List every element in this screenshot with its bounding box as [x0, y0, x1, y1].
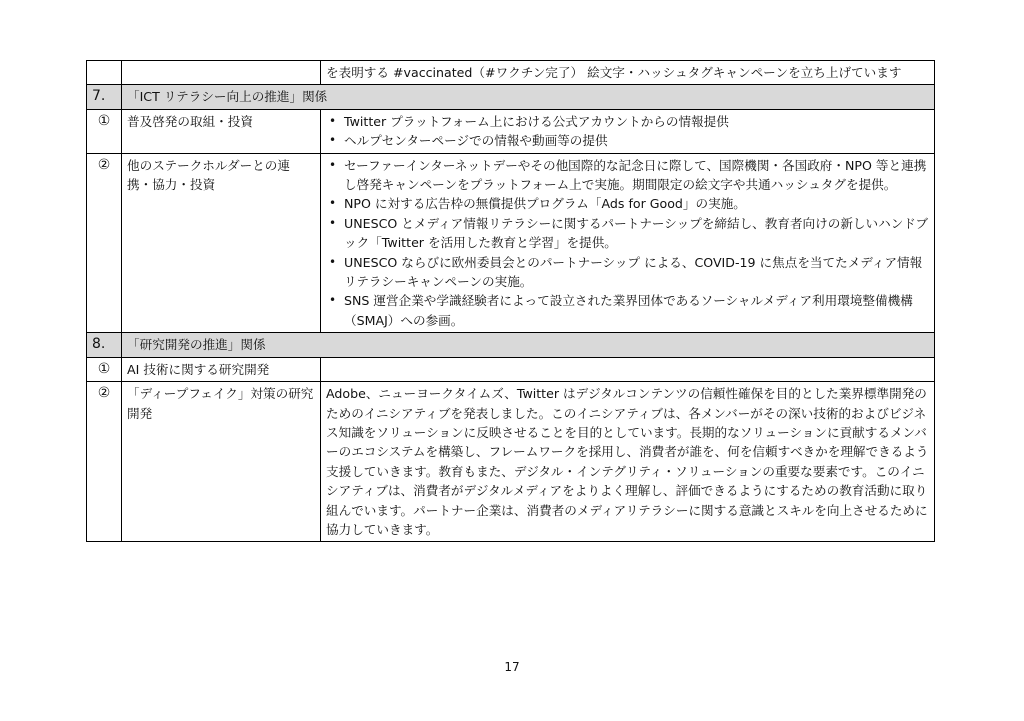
- list-item: • ヘルプセンターページでの情報や動画等の提供: [344, 131, 929, 150]
- continuation-text: を表明する #vaccinated（#ワクチン完了） 絵文字・ハッシュタグキャンペーンを立ち上げています: [321, 61, 935, 85]
- list-item: • SNS 運営企業や学識経験者によって設立された業界団体であるソーシャルメディア利用環境整備機構（SMAJ）への参画。: [344, 291, 929, 330]
- item-label: 他のステークホルダーとの連携・協力・投資: [122, 153, 321, 333]
- list-item: • UNESCO ならびに欧州委員会とのパートナーシップ による、COVID-19 に焦点を当てたメディア情報リテラシーキャンペーンの実施。: [344, 253, 929, 292]
- item-content: Adobe、ニューヨークタイムズ、Twitter はデジタルコンテンツの信頼性確保を目的とした業界標準開発のためのイニシアティブを発表しました。このイニシアティブは、各メンバーがその深い技術的およびビジネス知識をソリューションに反映させることを目的としています。長期的なソリューションに貢献するメンバーのエコシステムを構築し、フレームワークを採用し、消費者が誰を、何を信頼すべきかを理解できるよう支援していきます。教育もまた、デジタル・インテグリティ・ソリューションの重要な要素です。このイニシアティブは、消費者がデジタルメディアをよりよく理解し、評価できるようにするための教育活動に取り組んでいます。パートナー企業は、消費者のメディアリテラシーに関する意識とスキルを向上させるために協力していきます。: [321, 382, 935, 542]
- table-row: [87, 61, 935, 85]
- empty-cell: [87, 61, 122, 85]
- section-header-7: [87, 85, 935, 109]
- page-number: 17: [504, 660, 520, 674]
- bullet-list: [326, 156, 929, 331]
- item-content: [321, 109, 935, 153]
- item-label: 「ディープフェイク」対策の研究開発: [122, 382, 321, 542]
- section-title: 「研究開発の推進」関係: [122, 333, 935, 357]
- item-number: ②: [87, 382, 122, 542]
- item-number: ②: [87, 153, 122, 333]
- empty-cell: [122, 61, 321, 85]
- list-item: • セーファーインターネットデーやその他国際的な記念日に際して、国際機関・各国政府・NPO 等と連携し啓発キャンペーンをプラットフォーム上で実施。期間限定の絵文字や共通ハッシュタグを提供。: [344, 156, 929, 195]
- measures-table: [86, 60, 935, 542]
- section-number: 8.: [87, 333, 122, 357]
- section-header-8: [87, 333, 935, 357]
- table-row: [87, 109, 935, 153]
- table-row: [87, 382, 935, 542]
- section-title: 「ICT リテラシー向上の推進」関係: [122, 85, 935, 109]
- list-item: • UNESCO とメディア情報リテラシーに関するパートナーシップを締結し、教育者向けの新しいハンドブック「Twitter を活用した教育と学習」を提供。: [344, 214, 929, 253]
- item-content: [321, 153, 935, 333]
- list-item: • Twitter プラットフォーム上における公式アカウントからの情報提供: [344, 112, 929, 131]
- list-item: • NPO に対する広告枠の無償提供プログラム「Ads for Good」の実施。: [344, 194, 929, 213]
- item-label: 普及啓発の取組・投資: [122, 109, 321, 153]
- section-number: 7.: [87, 85, 122, 109]
- item-label: AI 技術に関する研究開発: [122, 357, 321, 381]
- item-content: [321, 357, 935, 381]
- table-row: [87, 357, 935, 381]
- item-number: ①: [87, 109, 122, 153]
- table-row: [87, 153, 935, 333]
- item-number: ①: [87, 357, 122, 381]
- bullet-list: [326, 112, 929, 151]
